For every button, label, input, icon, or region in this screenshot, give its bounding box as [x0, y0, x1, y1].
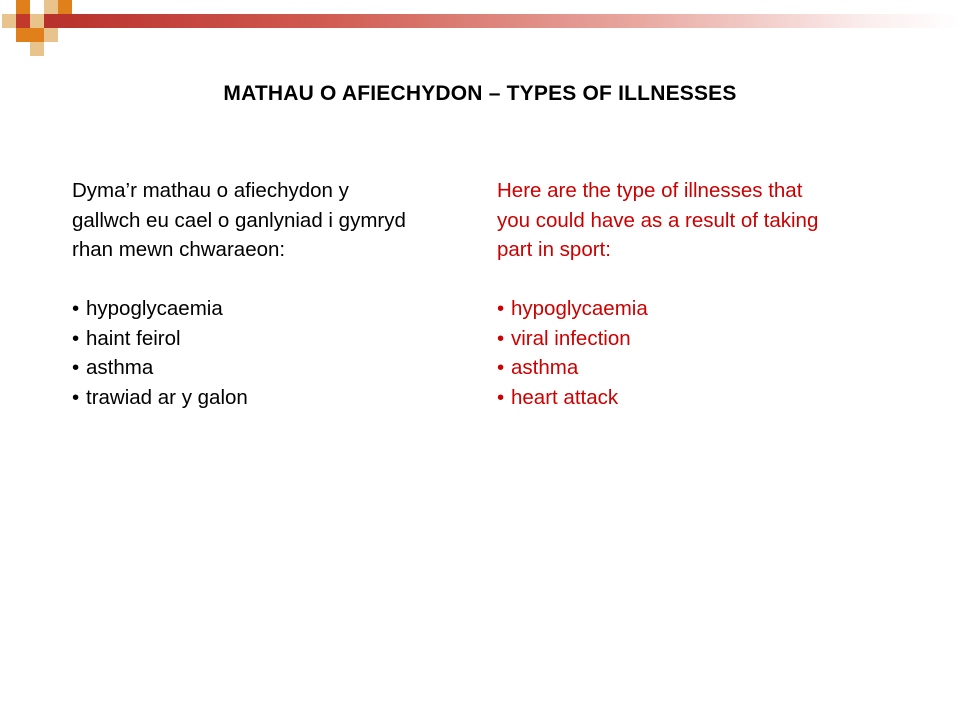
bullet-icon: •	[72, 356, 80, 379]
list-item	[72, 294, 472, 324]
decor-square	[16, 14, 30, 28]
bullet-icon: •	[497, 385, 505, 409]
welsh-intro-line: rhan mewn chwaraeon:	[72, 238, 286, 261]
english-intro-line: you could have as a result of taking	[497, 208, 819, 232]
list-item	[497, 294, 897, 324]
english-intro	[497, 176, 897, 265]
bullet-icon: •	[497, 326, 505, 350]
list-item	[497, 324, 897, 354]
english-column	[497, 176, 897, 412]
item-text: asthma	[511, 356, 579, 379]
list-item	[497, 383, 897, 413]
welsh-intro-line: Dyma’r mathau o afiechydon y	[72, 179, 349, 202]
decor-square	[44, 0, 58, 14]
list-item	[72, 324, 472, 354]
header-gradient-bar	[44, 14, 960, 28]
english-intro-line: part in sport:	[497, 238, 611, 261]
english-illness-list	[497, 294, 897, 412]
decor-square	[30, 42, 44, 56]
decor-square	[44, 28, 58, 42]
decor-square	[30, 28, 44, 42]
welsh-column	[72, 176, 472, 412]
item-text: hypoglycaemia	[86, 297, 223, 320]
decor-square	[30, 14, 44, 28]
decor-square	[58, 0, 72, 14]
bullet-icon: •	[72, 297, 80, 320]
decor-square	[16, 0, 30, 14]
welsh-illness-list	[72, 294, 472, 412]
item-text: hypoglycaemia	[511, 297, 648, 320]
decor-square	[16, 28, 30, 42]
bullet-icon: •	[497, 297, 505, 320]
item-text: heart attack	[511, 385, 619, 409]
welsh-intro-line: gallwch eu cael o ganlyniad i gymryd	[72, 208, 406, 232]
item-text: haint feirol	[86, 326, 181, 350]
bullet-icon: •	[72, 326, 80, 350]
decor-square	[2, 14, 16, 28]
list-item	[72, 353, 472, 383]
list-item	[72, 383, 472, 413]
english-intro-line: Here are the type of illnesses that	[497, 179, 803, 202]
bullet-icon: •	[72, 385, 80, 409]
item-text: trawiad ar y galon	[86, 385, 248, 409]
item-text: asthma	[86, 356, 154, 379]
list-item	[497, 353, 897, 383]
item-text: viral infection	[511, 326, 631, 350]
welsh-intro	[72, 176, 472, 265]
page-title: MATHAU O AFIECHYDON – TYPES OF ILLNESSES	[223, 82, 737, 105]
bullet-icon: •	[497, 356, 505, 379]
